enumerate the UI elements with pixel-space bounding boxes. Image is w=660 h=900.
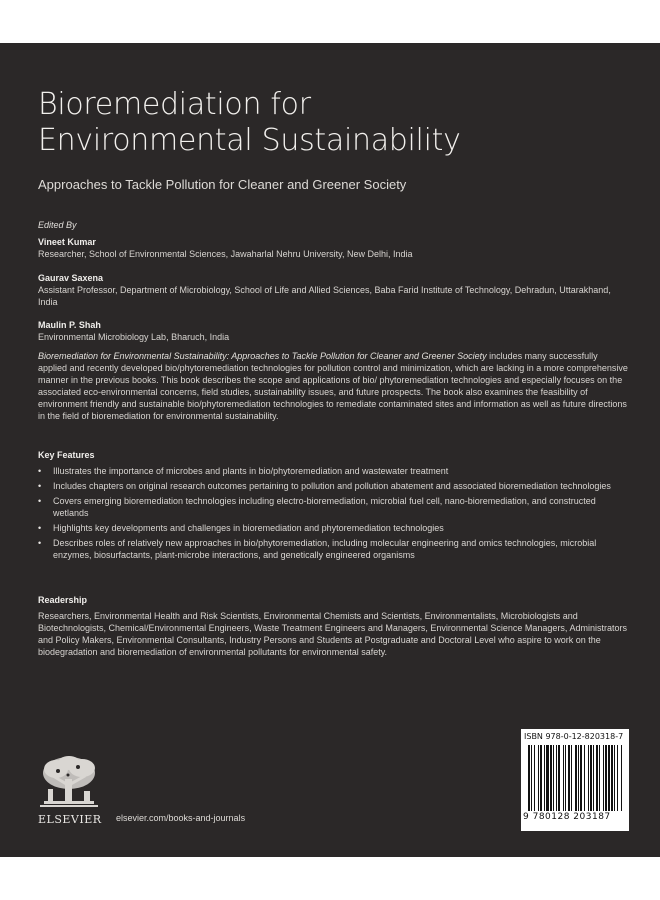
- readership-heading: Readership: [38, 595, 88, 605]
- list-item: • Highlights key developments and challenges in bioremediation and phytoremediation technologies: [38, 523, 444, 533]
- editor-entry: [38, 272, 628, 308]
- book-subtitle: Approaches to Tackle Pollution for Cleaner and Greener Society: [38, 177, 407, 192]
- publisher-wordmark: ELSEVIER: [38, 813, 102, 826]
- description-text: includes many successfully applied and recently developed bio/phytoremediation technologies for pollution control and minimization, which are lacking in a more comprehensive manner in the previous books. This book describes the scope and applications of bio/ phytoremediation technologies and especially focuses on the associated eco-environmental concerns, field studies, sustainability issues, and future prospects. The book also examines the feasibility of environment friendly and sustainable bio/phytoremediation technologies to remediate contaminated sites and information as well as future directions in the field of bioremediation for environmental sustainability.: [38, 351, 628, 421]
- bullet-icon: •: [38, 496, 42, 506]
- editor-entry: [38, 236, 628, 260]
- bullet-icon: •: [38, 523, 42, 533]
- edited-by-label: Edited By: [38, 220, 77, 230]
- editor-affiliation: Researcher, School of Environmental Sciences, Jawaharlal Nehru University, New Delhi, India: [38, 249, 413, 259]
- editor-name: Gaurav Saxena: [38, 273, 104, 283]
- isbn-digits: 9 780128 203187: [523, 812, 611, 822]
- elsevier-tree-logo-icon: [38, 755, 100, 811]
- editor-affiliation: Environmental Microbiology Lab, Bharuch, India: [38, 332, 230, 342]
- book-title-line-1: Bioremediation for: [38, 87, 311, 122]
- list-item: • Illustrates the importance of microbes and plants in bio/phytoremediation and wastewater treatment: [38, 466, 449, 476]
- editor-entry: [38, 319, 628, 343]
- publisher-url[interactable]: elsevier.com/books-and-journals: [116, 813, 246, 823]
- description-italic-title: Bioremediation for Environmental Sustainability: Approaches to Tackle Pollution for Cleaner and Greener Society: [38, 351, 487, 361]
- isbn-barcode-icon: [528, 745, 622, 811]
- editor-affiliation: Assistant Professor, Department of Microbiology, School of Life and Allied Sciences, Baba Farid Institute of Technology, Dehradun, Uttarakhand, India: [38, 285, 611, 307]
- isbn-label: ISBN 978-0-12-820318-7: [524, 732, 624, 741]
- list-item: • Covers emerging bioremediation technologies including electro-bioremediation, microbial fuel cell, nano-bioremediation, and constructed wetlands: [38, 496, 596, 518]
- list-item: • Describes roles of relatively new approaches in bio/phytoremediation, including molecular engineering and omics technologies, microbial enzymes, biosurfactants, plant-microbe interactions, and genetically engineered organisms: [38, 538, 597, 560]
- book-title-line-2: Environmental Sustainability: [38, 123, 461, 158]
- readership-text: Researchers, Environmental Health and Risk Scientists, Environmental Chemists and Scientists, Environmentalists, Microbiologists and Biotechnologists, Chemical/Environmental Engineers, Waste Treatment Engineers and Managers, Environmental Science Managers, Administrators and Policy Makers, Environmental Consultants, Industry Persons and Students at Postgraduate and Doctoral Level who aspire to work on the biodegradation and bioremediation of environmental pollutants for environmental safety.: [38, 611, 627, 657]
- editor-name: Vineet Kumar: [38, 237, 96, 247]
- bullet-icon: •: [38, 481, 42, 491]
- book-title: [38, 87, 638, 159]
- list-item: • Includes chapters on original research outcomes pertaining to pollution and pollution abatement and associated bioremediation technologies: [38, 481, 611, 491]
- bullet-icon: •: [38, 538, 42, 548]
- isbn-barcode-box: [521, 729, 629, 831]
- key-features-heading: Key Features: [38, 450, 95, 460]
- bullet-icon: •: [38, 466, 42, 476]
- editor-name: Maulin P. Shah: [38, 320, 101, 330]
- back-cover: [0, 43, 660, 857]
- key-features-list: [38, 465, 628, 564]
- book-description: [38, 350, 628, 422]
